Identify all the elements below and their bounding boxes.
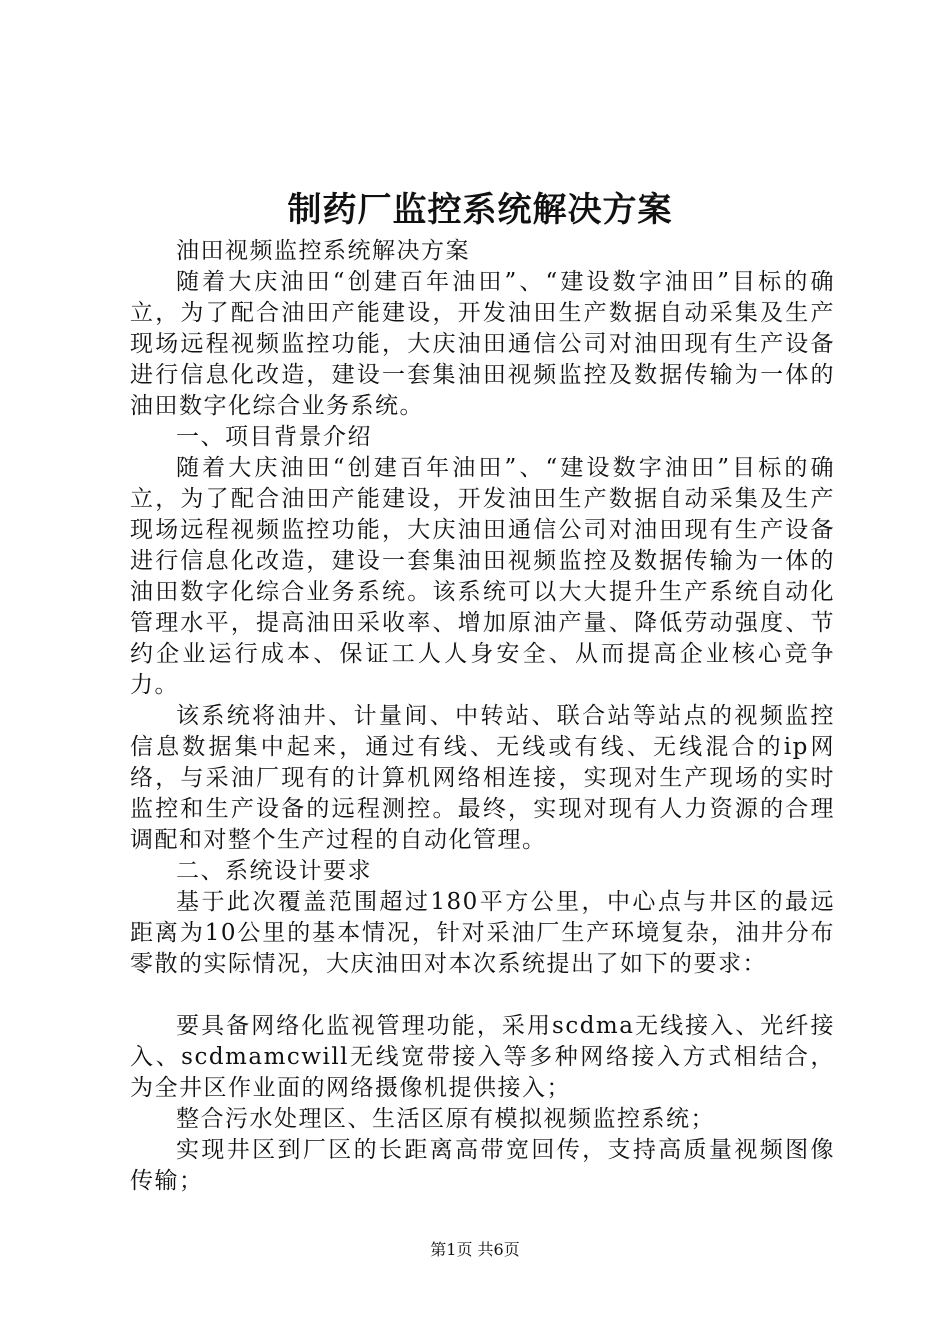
- doc-subtitle-paragraph: 油田视频监控系统解决方案: [176, 238, 470, 264]
- page-footer: 第1页 共6页: [430, 1240, 520, 1259]
- requirements-intro-paragraph: 基于此次覆盖范围超过180平方公里，中心点与井区的最远距离为10公里的基本情况，针对采油厂生产环境复杂，油井分布零散的实际情况，大庆油田对本次系统提出了如下的要求：: [130, 889, 835, 977]
- document-title: 制药厂监控系统解决方案: [287, 190, 673, 230]
- system-overview-paragraph: 该系统将油井、计量间、中转站、联合站等站点的视频监控信息数据集中起来，通过有线、无线或有线、无线混合的ip网络，与采油厂现有的计算机网络相连接，实现对生产现场的实时监控和生产设备的远程测控。最终，实现对现有人力资源的合理调配和对整个生产过程的自动化管理。: [130, 703, 835, 853]
- requirement-item-network: 要具备网络化监视管理功能，采用scdma无线接入、光纤接入、scdmamcwill无线宽带接入等多种网络接入方式相结合，为全井区作业面的网络摄像机提供接入；: [130, 1013, 835, 1101]
- document-body: [130, 236, 835, 1197]
- section-heading-requirements: 二、系统设计要求: [176, 858, 372, 884]
- background-paragraph: 随着大庆油田“创建百年油田”、“建设数字油田”目标的确立，为了配合油田产能建设，开发油田生产数据自动采集及生产现场远程视频监控功能，大庆油田通信公司对油田现有生产设备进行信息化改造，建设一套集油田视频监控及数据传输为一体的油田数字化综合业务系统。该系统可以大大提升生产系统自动化管理水平，提高油田采收率、增加原油产量、降低劳动强度、节约企业运行成本、保证工人人身安全、从而提高企业核心竞争力。: [130, 455, 835, 698]
- requirement-item-integration: 整合污水处理区、生活区原有模拟视频监控系统；: [176, 1106, 715, 1132]
- intro-paragraph: 随着大庆油田“创建百年油田”、“建设数字油田”目标的确立，为了配合油田产能建设，开发油田生产数据自动采集及生产现场远程视频监控功能，大庆油田通信公司对油田现有生产设备进行信息化改造，建设一套集油田视频监控及数据传输为一体的油田数字化综合业务系统。: [130, 269, 835, 419]
- requirement-item-backhaul: 实现井区到厂区的长距离高带宽回传，支持高质量视频图像传输；: [130, 1137, 835, 1194]
- section-heading-background: 一、项目背景介绍: [176, 424, 372, 450]
